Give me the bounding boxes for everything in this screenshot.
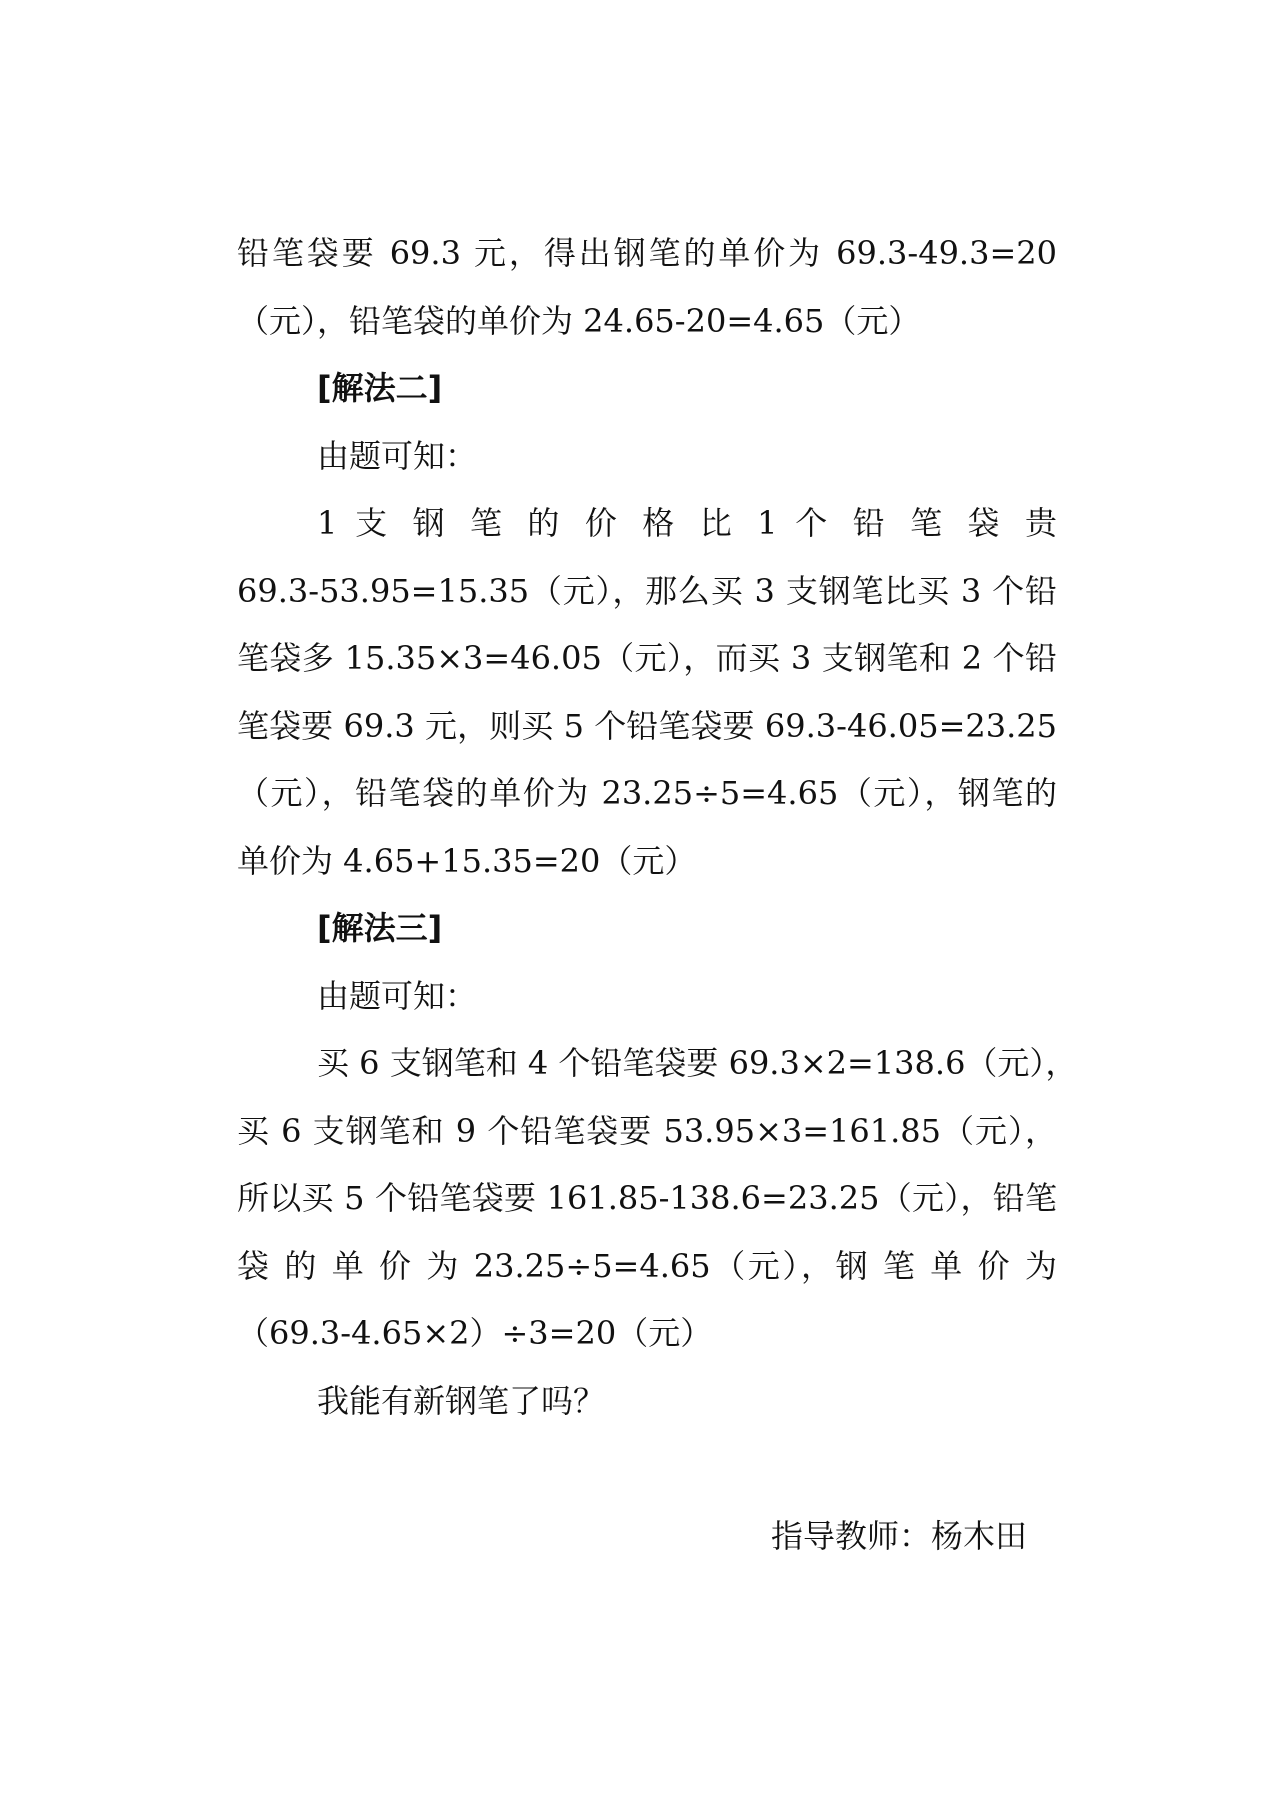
text-line: （元），铅笔袋的单价为 24.65-20=4.65（元） bbox=[237, 301, 921, 340]
text-line: 由题可知： bbox=[317, 436, 478, 475]
text-line: 1 支 钢 笔 的 价 格 比 1 个 铅 笔 袋 贵 bbox=[317, 504, 1057, 542]
signature: 指导教师：杨木田 bbox=[770, 1516, 1027, 1555]
text-line: 所以买 5 个铅笔袋要 161.85-138.6=23.25（元），铅笔 bbox=[237, 1179, 1057, 1217]
text-line: 笔袋要 69.3 元，则买 5 个铅笔袋要 69.3-46.05=23.25 bbox=[237, 706, 1057, 745]
text-line: 买 6 支钢笔和 9 个铅笔袋要 53.95×3=161.85（元）， bbox=[237, 1111, 1057, 1150]
text-line: 由题可知： bbox=[317, 976, 478, 1015]
section-heading: [解法二] bbox=[317, 369, 443, 407]
text-line: 袋 的 单 价 为 23.25÷5=4.65（元），钢 笔 单 价 为 bbox=[237, 1246, 1057, 1285]
text-line: （元），铅笔袋的单价为 23.25÷5=4.65（元），钢笔的 bbox=[237, 774, 1057, 812]
text-line: 笔袋多 15.35×3=46.05（元），而买 3 支钢笔和 2 个铅 bbox=[237, 639, 1057, 677]
text-line: 我能有新钢笔了吗？ bbox=[317, 1381, 606, 1420]
text-line: 单价为 4.65+15.35=20（元） bbox=[237, 841, 697, 880]
text-line: 买 6 支钢笔和 4 个铅笔袋要 69.3×2=138.6（元）， bbox=[317, 1044, 1078, 1082]
text-line: （69.3-4.65×2）÷3=20（元） bbox=[237, 1314, 713, 1352]
section-heading: [解法三] bbox=[317, 909, 443, 947]
text-line: 69.3-53.95=15.35（元），那么买 3 支钢笔比买 3 个铅 bbox=[237, 571, 1057, 610]
document-page bbox=[237, 220, 1078, 1570]
text-line: 铅笔袋要 69.3 元，得出钢笔的单价为 69.3-49.3=20 bbox=[237, 234, 1057, 272]
spacer bbox=[237, 1435, 1057, 1503]
